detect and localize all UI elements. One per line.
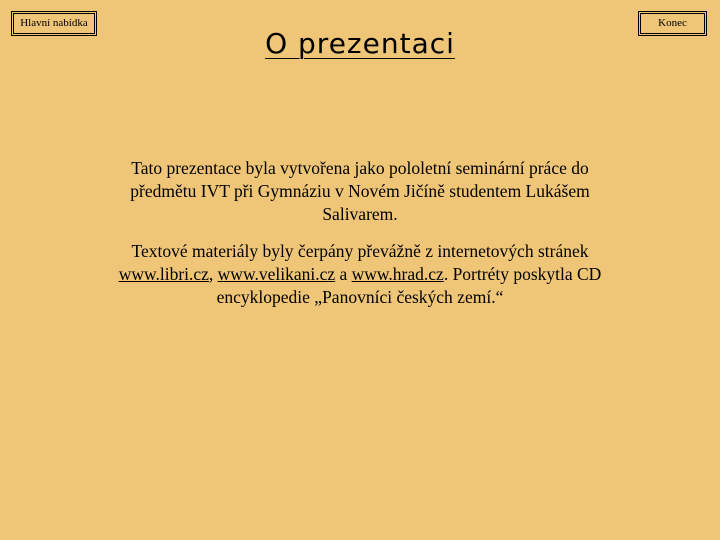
end-button-label: Konec [640, 13, 705, 34]
intro-paragraph [60, 157, 660, 226]
sources-line-2-tail: . Portréty poskytla CD [443, 264, 602, 284]
link-velikani[interactable]: www.velikani.cz [217, 264, 336, 284]
intro-line-1: Tato prezentace byla vytvořena jako pololetní seminární práce do [131, 158, 589, 178]
sources-line-1: Textové materiály byly čerpány převážně z internetových stránek [131, 241, 589, 261]
sources-line-3: encyklopedie „Panovníci českých zemí.“ [216, 287, 504, 307]
page-title: O prezentaci [265, 27, 455, 60]
intro-line-3: Salivarem. [322, 204, 398, 224]
page-title-container [0, 23, 720, 65]
separator-and: a [335, 264, 352, 284]
separator-comma: , [208, 264, 218, 284]
link-hrad[interactable]: www.hrad.cz [351, 264, 444, 284]
intro-line-2: předmětu IVT při Gymnáziu v Novém Jičíně studentem Lukášem [130, 181, 590, 201]
main-menu-button-label: Hlavní nabídka [13, 13, 95, 34]
sources-paragraph [60, 240, 660, 309]
link-libri[interactable]: www.libri.cz [118, 264, 209, 284]
